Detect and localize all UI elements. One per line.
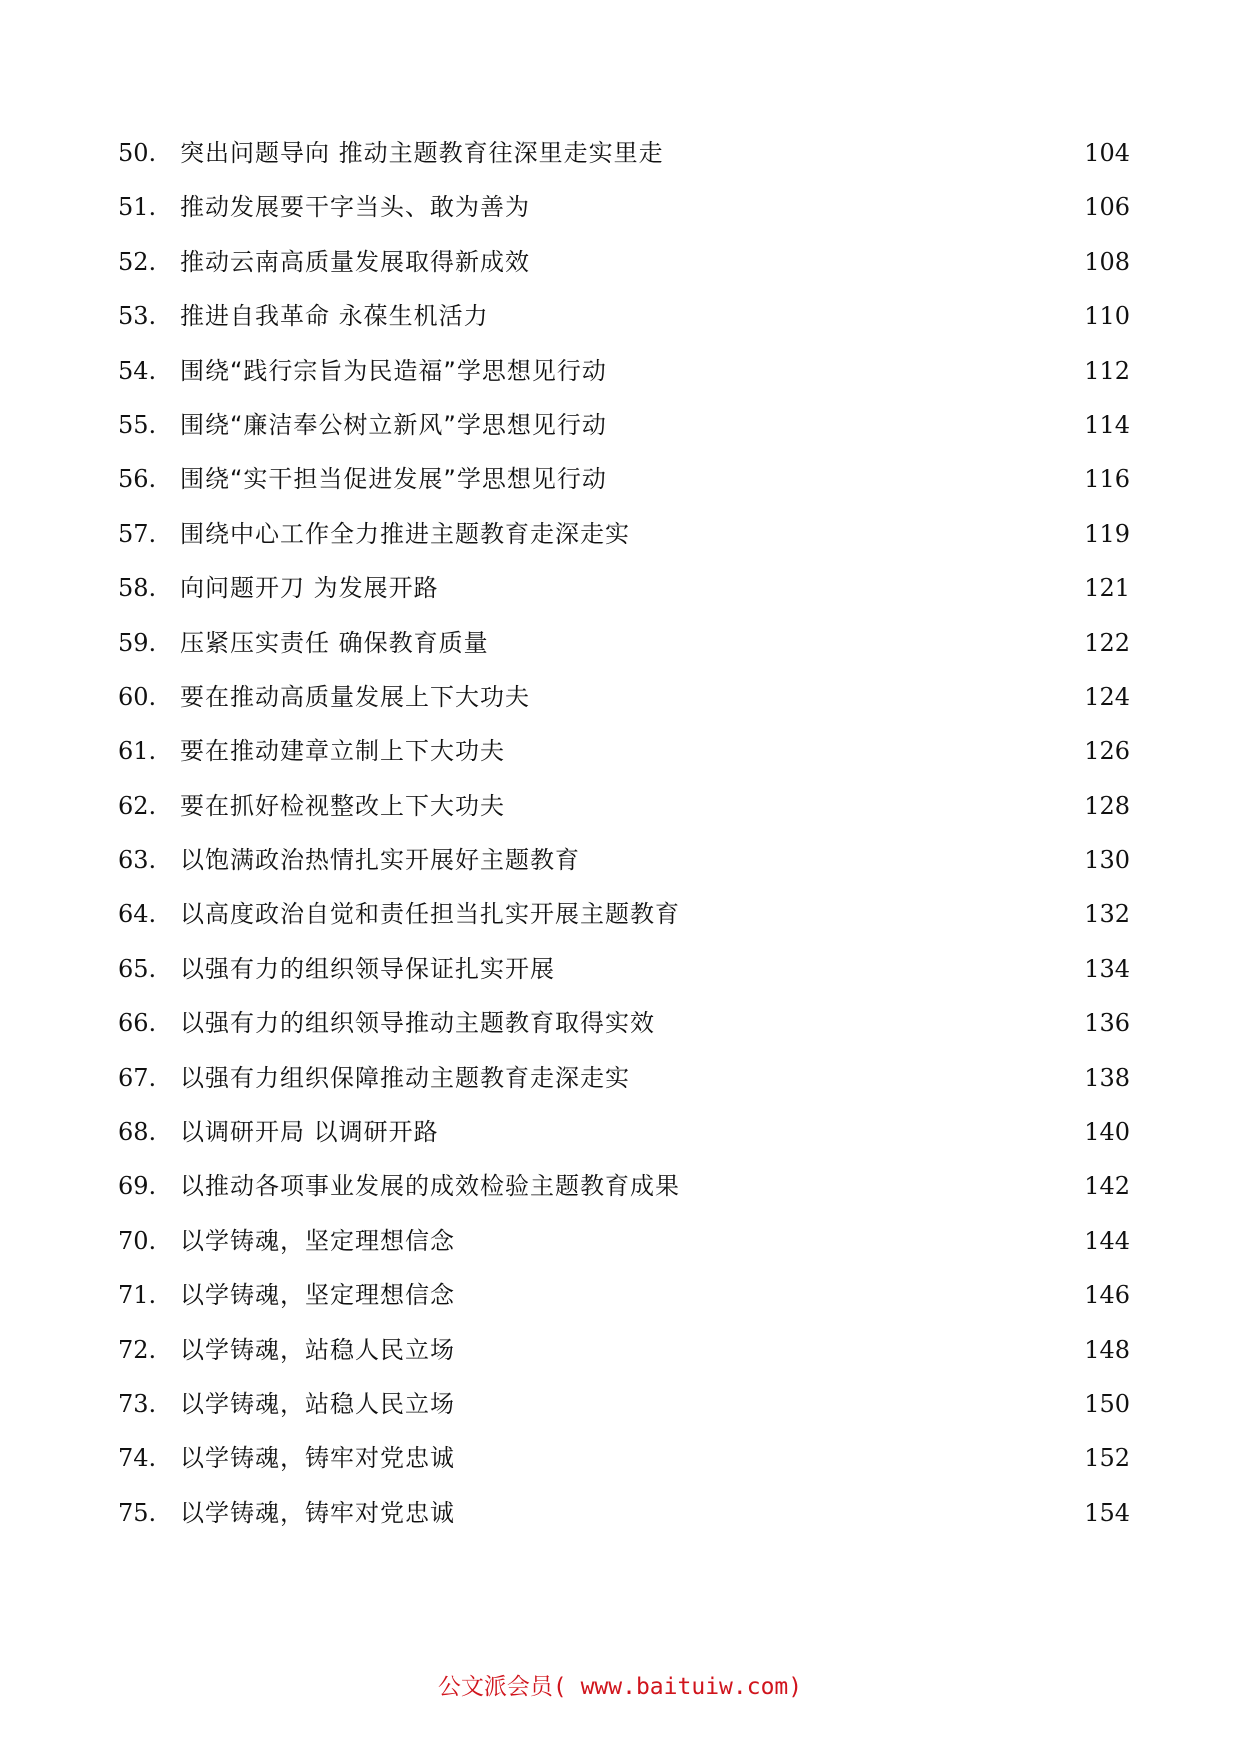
toc-entry (118, 724, 1130, 778)
toc-entry-page-number: 128 (1084, 791, 1130, 820)
toc-entry-title: 以学铸魂，铸牢对党忠诚 (180, 1498, 455, 1527)
toc-entry-page-number: 154 (1084, 1498, 1130, 1527)
toc-entry-page-number: 110 (1084, 302, 1130, 331)
toc-entry-page-number: 112 (1084, 356, 1130, 385)
toc-entry-page-number: 132 (1084, 900, 1130, 929)
toc-entry-number: 70. (118, 1226, 157, 1255)
footer-url: ( www.baituiw.com) (552, 1674, 803, 1700)
toc-entry-number: 52. (118, 247, 157, 276)
toc-entry (118, 942, 1130, 996)
toc-entry (118, 833, 1130, 887)
toc-entry (118, 1486, 1130, 1540)
toc-entry-page-number: 140 (1084, 1118, 1130, 1147)
toc-entry-number: 61. (118, 737, 157, 766)
toc-entry-title: 以高度政治自觉和责任担当扎实开展主题教育 (180, 900, 680, 929)
toc-entry (118, 996, 1130, 1050)
toc-entry-page-number: 142 (1084, 1172, 1130, 1201)
toc-entry-page-number: 108 (1084, 247, 1130, 276)
toc-entry-title: 以学铸魂，站稳人民立场 (180, 1335, 455, 1364)
toc-entry (118, 1377, 1130, 1431)
toc-entry-page-number: 138 (1084, 1063, 1130, 1092)
toc-entry-page-number: 144 (1084, 1226, 1130, 1255)
toc-entry-number: 65. (118, 954, 157, 983)
toc-entry (118, 1268, 1130, 1322)
toc-entry-page-number: 121 (1084, 574, 1130, 603)
toc-entry-number: 66. (118, 1009, 157, 1038)
toc-entry-page-number: 126 (1084, 737, 1130, 766)
toc-entry (118, 507, 1130, 561)
toc-entry (118, 398, 1130, 452)
toc-entry-page-number: 119 (1084, 519, 1130, 548)
toc-entry (118, 289, 1130, 343)
toc-entry-title: 以学铸魂，坚定理想信念 (180, 1281, 455, 1310)
toc-entry-title: 围绕“践行宗旨为民造福”学思想见行动 (180, 356, 607, 385)
toc-entry-page-number: 114 (1084, 410, 1130, 439)
toc-entry-title: 以强有力的组织领导保证扎实开展 (180, 954, 555, 983)
toc-entry-number: 75. (118, 1498, 157, 1527)
toc-entry-page-number: 152 (1084, 1444, 1130, 1473)
toc-entry (118, 344, 1130, 398)
toc-entry-number: 56. (118, 465, 157, 494)
toc-entry-number: 59. (118, 628, 157, 657)
toc-entry-title: 围绕“实干担当促进发展”学思想见行动 (180, 465, 607, 494)
toc-entry-number: 50. (118, 139, 157, 167)
toc-entry-page-number: 104 (1084, 139, 1130, 167)
toc-entry-page-number: 148 (1084, 1335, 1130, 1364)
toc-entry-number: 55. (118, 410, 157, 439)
toc-entry (118, 887, 1130, 941)
table-of-contents (118, 126, 1130, 1540)
toc-entry-page-number: 106 (1084, 193, 1130, 222)
toc-entry (118, 1214, 1130, 1268)
toc-entry-number: 54. (118, 356, 157, 385)
toc-entry (118, 561, 1130, 615)
toc-entry-title: 要在推动高质量发展上下大功夫 (180, 682, 530, 711)
toc-entry-title: 要在推动建章立制上下大功夫 (180, 737, 505, 766)
toc-entry-title: 向问题开刀 为发展开路 (180, 574, 439, 603)
toc-entry-number: 69. (118, 1172, 157, 1201)
toc-entry-title: 压紧压实责任 确保教育质量 (180, 628, 489, 657)
toc-entry-number: 71. (118, 1281, 157, 1310)
toc-entry-number: 72. (118, 1335, 157, 1364)
toc-entry-number: 74. (118, 1444, 157, 1473)
toc-entry (118, 670, 1130, 724)
toc-entry-number: 60. (118, 682, 157, 711)
toc-entry-title: 以强有力的组织领导推动主题教育取得实效 (180, 1009, 655, 1038)
toc-entry-number: 63. (118, 846, 157, 875)
toc-entry-number: 62. (118, 791, 157, 820)
toc-entry-title: 以推动各项事业发展的成效检验主题教育成果 (180, 1172, 680, 1201)
toc-entry-number: 64. (118, 900, 157, 929)
toc-entry-number: 67. (118, 1063, 157, 1092)
toc-entry-title: 以调研开局 以调研开路 (180, 1118, 439, 1147)
toc-entry (118, 126, 1130, 180)
toc-entry-number: 53. (118, 302, 157, 331)
toc-entry-page-number: 116 (1084, 465, 1130, 494)
toc-entry-title: 以学铸魂，坚定理想信念 (180, 1226, 455, 1255)
toc-entry-title: 以饱满政治热情扎实开展好主题教育 (180, 846, 580, 875)
toc-entry-page-number: 122 (1084, 628, 1130, 657)
toc-entry (118, 1431, 1130, 1485)
toc-entry-number: 51. (118, 193, 157, 222)
toc-entry-number: 68. (118, 1118, 157, 1147)
toc-entry-page-number: 146 (1084, 1281, 1130, 1310)
toc-entry (118, 1159, 1130, 1213)
toc-entry-title: 围绕“廉洁奉公树立新风”学思想见行动 (180, 410, 607, 439)
toc-entry-title: 以学铸魂，铸牢对党忠诚 (180, 1444, 455, 1473)
toc-entry-title: 以学铸魂，站稳人民立场 (180, 1389, 455, 1418)
toc-entry (118, 452, 1130, 506)
toc-entry-title: 推进自我革命 永葆生机活力 (180, 302, 489, 331)
toc-entry-page-number: 150 (1084, 1389, 1130, 1418)
toc-entry-number: 58. (118, 574, 157, 603)
toc-entry (118, 1051, 1130, 1105)
toc-entry-title: 突出问题导向 推动主题教育往深里走实里走 (180, 139, 664, 167)
toc-entry (118, 235, 1130, 289)
footer-watermark (0, 1668, 1240, 1701)
toc-entry-title: 推动云南高质量发展取得新成效 (180, 247, 530, 276)
toc-entry-title: 以强有力组织保障推动主题教育走深走实 (180, 1063, 630, 1092)
toc-entry (118, 1105, 1130, 1159)
toc-entry-number: 73. (118, 1389, 157, 1418)
toc-entry-title: 围绕中心工作全力推进主题教育走深走实 (180, 519, 630, 548)
toc-entry-title: 推动发展要干字当头、敢为善为 (180, 193, 530, 222)
toc-entry (118, 1323, 1130, 1377)
toc-entry (118, 779, 1130, 833)
toc-entry-page-number: 134 (1084, 954, 1130, 983)
toc-entry-title: 要在抓好检视整改上下大功夫 (180, 791, 505, 820)
toc-entry-number: 57. (118, 519, 157, 548)
toc-entry-page-number: 124 (1084, 682, 1130, 711)
toc-entry-page-number: 136 (1084, 1009, 1130, 1038)
toc-entry (118, 180, 1130, 234)
footer-brand: 公文派会员 (437, 1674, 553, 1700)
toc-entry (118, 616, 1130, 670)
toc-entry-page-number: 130 (1084, 846, 1130, 875)
